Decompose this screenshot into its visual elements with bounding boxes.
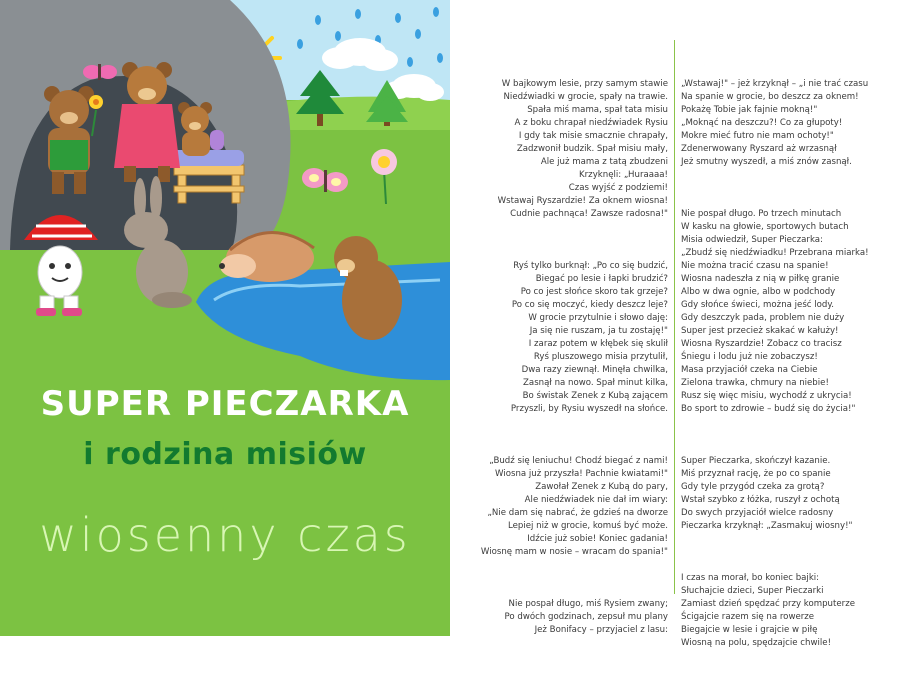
cover-title: SUPER PIECZARKA <box>40 384 410 424</box>
stanza: „Wstawaj!" – jeż krzyknął – „i nie trać czasu Na spanie w grocie, bo deszcz za oknem! Pokażę Tobie jak fajnie mokną!" „Moknąć na deszczu?! Co za głupoty! Mokre mieć futro nie mam ochoty!" Zdenerwowany Ryszard aż wrzasnął Jeż smutny wyszedł, a miś znów zasnął. <box>681 79 869 167</box>
cover-tagline: wiosenny czas <box>39 508 411 562</box>
butterfly-top <box>83 64 117 80</box>
poem-column-right <box>681 52 869 689</box>
stanza: „Budź się leniuchu! Chodź biegać z nami! Wiosna już przyszła! Pachnie kwiatami!" Zawołał Zenek z Kubą do pary, Ale niedźwiadek nie dał im wiary: „Nie dam się nabrać, że gdzieś na dworze Lepiej niż w grocie, komuś być może. Idźcie już sobie! Koniec gadania! Wiosnę mam w nosie – wracam do spania!" <box>480 456 668 557</box>
stanza: Super Pieczarka, skończył kazanie. Miś przyznał rację, że po co spanie Gdy tyle przygód czeka za grotą? Wstał szybko z łóżka, ruszył z ochotą Do swych przyjaciół wielce radosny Pieczarka krzyknął: „Zasmakuj wiosny!" <box>681 456 853 531</box>
cover-subtitle: i rodzina misiów <box>83 437 367 472</box>
stanza: Nie pospał długo, miś Rysiem zwany; Po dwóch godzinach, zepsuł mu plany Jeż Bonifacy – przyjaciel z lasu: <box>504 599 668 635</box>
stanza: Ryś tylko burknął: „Po co się budzić, Biegać po lesie i łapki brudzić? Po co jest słońce skoro tak grzeje? Po co się moczyć, kiedy deszcz leje? W grocie przytulnie i słowo daję: Ja się nie ruszam, ja tu zostaję!" I zaraz potem w kłębek się skulił Ryś pluszowego misia przytulił, Dwa razy ziewnął. Minęła chwilka, Zasnął na nowo. Spał minut kilka, Bo świstak Zenek z Kubą zającem Przyszli, by Rysiu wyszedł na słońce. <box>510 261 668 414</box>
stanza: W bajkowym lesie, przy samym stawie Niedźwiadki w grocie, spały na trawie. Spała miś mama, spał tata misiu A z boku chrapał niedźwiadek Rysiu I gdy tak misie smacznie chrapały, Zadzwonił budzik. Spał misiu mały, Ale już mama z tatą zbudzeni Krzyknęli: „Huraaaa! Czas wyjść z podziemi! Wstawaj Ryszardzie! Za oknem wiosna! Cudnie pachnąca! Zawsze radosna!" <box>497 79 668 219</box>
stanza: I czas na morał, bo koniec bajki: Słuchajcie dzieci, Super Pieczarki Zamiast dzień spędzać przy komputerze Ścigajcie razem się na rowerze Biegajcie w lesie i grajcie w piłę Wiosną na polu, spędzajcie chwile! <box>681 573 855 648</box>
cover-page <box>0 0 450 636</box>
column-divider <box>674 40 675 594</box>
stanza: Nie pospał długo. Po trzech minutach W kasku na głowie, sportowych butach Misia odwiedził, Super Pieczarka: „Zbudź się niedźwiadku! Przebrana miarka! Nie można tracić czasu na spanie! Wiosna nadeszła z nią w piłkę granie Albo w dwa ognie, albo w podchody Gdy słońce świeci, można jeść lody. Gdy deszczyk pada, problem nie duży Super jest przecież skakać w kałuży! Wiosna Ryszardzie! Zobacz co tracisz Śniegu i lodu już nie zobaczysz! Masa przyjaciół czeka na Ciebie Zielona trawka, chmury na niebie! Rusz się więc misiu, wychodź z ukrycia! Bo sport to zdrowie – budź się do życia!" <box>681 209 869 414</box>
poem-column-left <box>481 52 668 676</box>
